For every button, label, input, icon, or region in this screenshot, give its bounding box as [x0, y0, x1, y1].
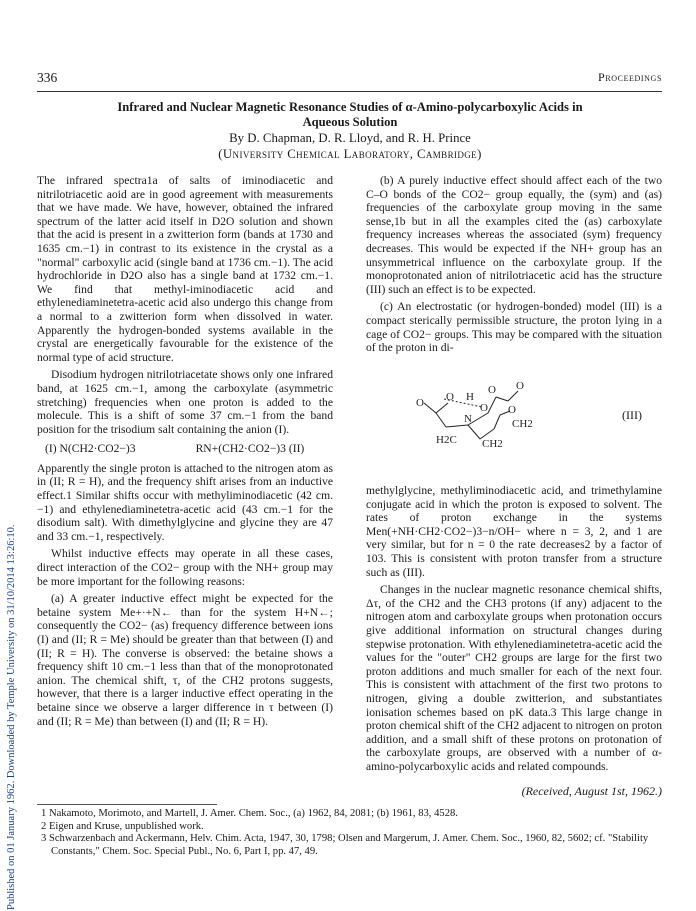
paragraph: Whilst inductive effects may operate in all these cases, direct interaction of the CO2− group with the NH+ group may be more important for the following reasons: — [37, 547, 333, 588]
paragraph: (c) An electrostatic (or hydrogen-bonded) model (III) is a compact sterically permissible structure, the proton lying in a cage of CO2− groups. This may be compared with the situation of the proton in di- — [366, 300, 662, 355]
figure-atom: O — [480, 402, 488, 414]
footnote: 3 Schwarzenbach and Ackermann, Helv. Chim. Acta, 1947, 30, 1798; Olsen and Margerum, J. Amer. Chem. Soc., 1960, 82, 5602; cf. "Stability Constants," Chem. Soc. Special Publ., No. 6, Part I, pp. 47, 49. — [41, 833, 649, 857]
figure-atom: O — [446, 391, 454, 403]
paragraph: Changes in the nuclear magnetic resonance chemical shifts, Δτ, of the CH2 and the CH3 protons (if any) adjacent to the nitrogen atom and carboxylate groups when protonation occurs give additional information on structural changes during stepwise protonation. With ethylenediaminetetra-acetic acid the values for the "outer" CH2 groups are large for the first two proton additions and much smaller for each of the next four. This is consistent with attachment of the first two protons to nitrogen, giving a double zwitterion, and substantiates ionisation schemes based on pK data.3 This large change in proton chemical shift of the CH2 adjacent to nitrogen on proton addition, and a small shift of these protons on protonation of the carboxylate groups, are observed with a number of α-amino-polycarboxylic acids and related compounds. — [366, 583, 662, 773]
paragraph: methylglycine, methyliminodiacetic acid, and trimethylamine conjugate acid in which the proton is exposed to solvent. The rates of proton exchange in the systems Men(+NH·CH2·CO2−)3−n/OH− where n = 3, 2, and 1 are very similar, but for n = 0 the rate decreases2 by a factor of 103. This is consistent with proton transfer from a structure such as (III). — [366, 484, 662, 579]
footnotes — [37, 808, 662, 858]
figure-atom: H — [466, 391, 474, 403]
figure-atom: N — [464, 413, 472, 425]
right-column — [366, 174, 662, 359]
paragraph: Disodium hydrogen nitrilotriacetate shows only one infrared band, at 1625 cm.−1, among the carboxylate (asymmetric stretching) frequencies when one proton is added to the molecule. This is a shift of some 37 cm.−1 from the band position for the trisodium salt containing the anion (I). — [37, 368, 333, 436]
author-byline: By D. Chapman, D. R. Lloyd, and R. H. Prince — [229, 131, 471, 145]
paragraph: The infrared spectra1a of salts of iminodiacetic and nitrilotriacetic aoid are in good agreement with measurements that we have made. We have, however, obtained the infrared spectrum of the latter acid itself in D2O solution and shown that the acid is present in a zwitterion form (bands at 1730 and 1635 cm.−1) in contrast to its existence in the crystal as a "normal" carboxylic acid (single band at 1736 cm.−1). The acid hydrochloride in D2O also has a single band at 1732 cm.−1. We find that methyl-iminodiacetic acid and ethylenediaminetetra-acetic acid also undergo this change from a normal to a zwitterion form when dissolved in water. Apparently the hydrogen-bonded systems available in the crystal are energetically favourable for the existence of the normal type of acid structure. — [37, 174, 333, 364]
article-title — [80, 100, 620, 130]
figure-atom: O — [488, 384, 496, 396]
figure-atom: CH2 — [482, 438, 503, 450]
formula-anion-II: RN+(CH2·CO2−)3 (II) — [195, 442, 305, 456]
equation-line — [45, 442, 333, 456]
figure-label: (III) — [622, 408, 642, 422]
title-line-2: Aqueous Solution — [302, 115, 398, 129]
figure-atom: O — [416, 397, 424, 409]
header-rule — [37, 91, 662, 92]
footnote: 1 Nakamoto, Morimoto, and Martell, J. Amer. Chem. Soc., (a) 1962, 84, 2081; (b) 1961, 83, 4528. — [41, 808, 458, 819]
figure-atom: H2C — [436, 434, 457, 446]
download-notice: Published on 01 January 1962. Downloaded by Temple University on 31/10/2014 13:26:10. — [6, 524, 17, 910]
footnote: 2 Eigen and Kruse, unpublished work. — [41, 820, 204, 832]
download-watermark — [4, 150, 18, 910]
right-column-continued — [366, 484, 662, 777]
page-number: 336 — [37, 70, 58, 85]
figure-atom: O — [516, 380, 524, 392]
paragraph: (a) A greater inductive effect might be expected for the betaine system Me+·+N← than for the system H+N←; consequently the CO2− (as) frequency difference between ions (I) and (II; R = Me) should be greater than that between (I) and (II; R = H). The converse is observed: the betaine shows a frequency shift 10 cm.−1 less than that of the monoprotonated anion. The chemical shift, τ, of the CH2 protons suggests, however, that there is a larger inductive effect operating in the betaine since we observe a larger difference in τ between (I) and (II; R = Me) than between (I) and (II; R = H). — [37, 592, 333, 728]
affiliation: (University Chemical Laboratory, Cambridge) — [218, 147, 482, 161]
figure-atom: CH2 — [512, 418, 533, 430]
paragraph: (b) A purely inductive effect should affect each of the two C–O bonds of the CO2− group equally, the (sym) and (as) frequencies of the carboxylate group moving in the same sense,1b but in all the examples cited the (as) carboxylate frequency increases whereas the associated (sym) frequency decreases. This would be expected if the NH+ group has an unsymmetrical influence on the carboxylate group. If the monoprotonated anion of nitrilotriacetic acid has the structure (III) such an effect is to be expected. — [366, 174, 662, 296]
footnote-rule — [37, 804, 217, 805]
figure-atom: O — [508, 404, 516, 416]
running-title: Proceedings — [598, 70, 662, 84]
structure-III-figure — [384, 355, 674, 480]
title-line-1: Infrared and Nuclear Magnetic Resonance Studies of α-Amino-polycarboxylic Acids in — [117, 100, 583, 114]
paragraph: Apparently the single proton is attached to the nitrogen atom as in (II; R = H), and the frequency shift arises from an inductive effect.1 Similar shifts occur with methyliminodiacetic (42 cm.−1) and ethylenediaminetetra-acetic acid (43 cm.−1 for the disodium salt). With dimethylglycine and glycine they are 47 and 33 cm.−1, respectively. — [37, 461, 333, 543]
left-column — [37, 174, 333, 732]
formula-anion-I: (I) N(CH2·CO2−)3 — [45, 442, 136, 456]
received-date: (Received, August 1st, 1962.) — [521, 784, 662, 798]
